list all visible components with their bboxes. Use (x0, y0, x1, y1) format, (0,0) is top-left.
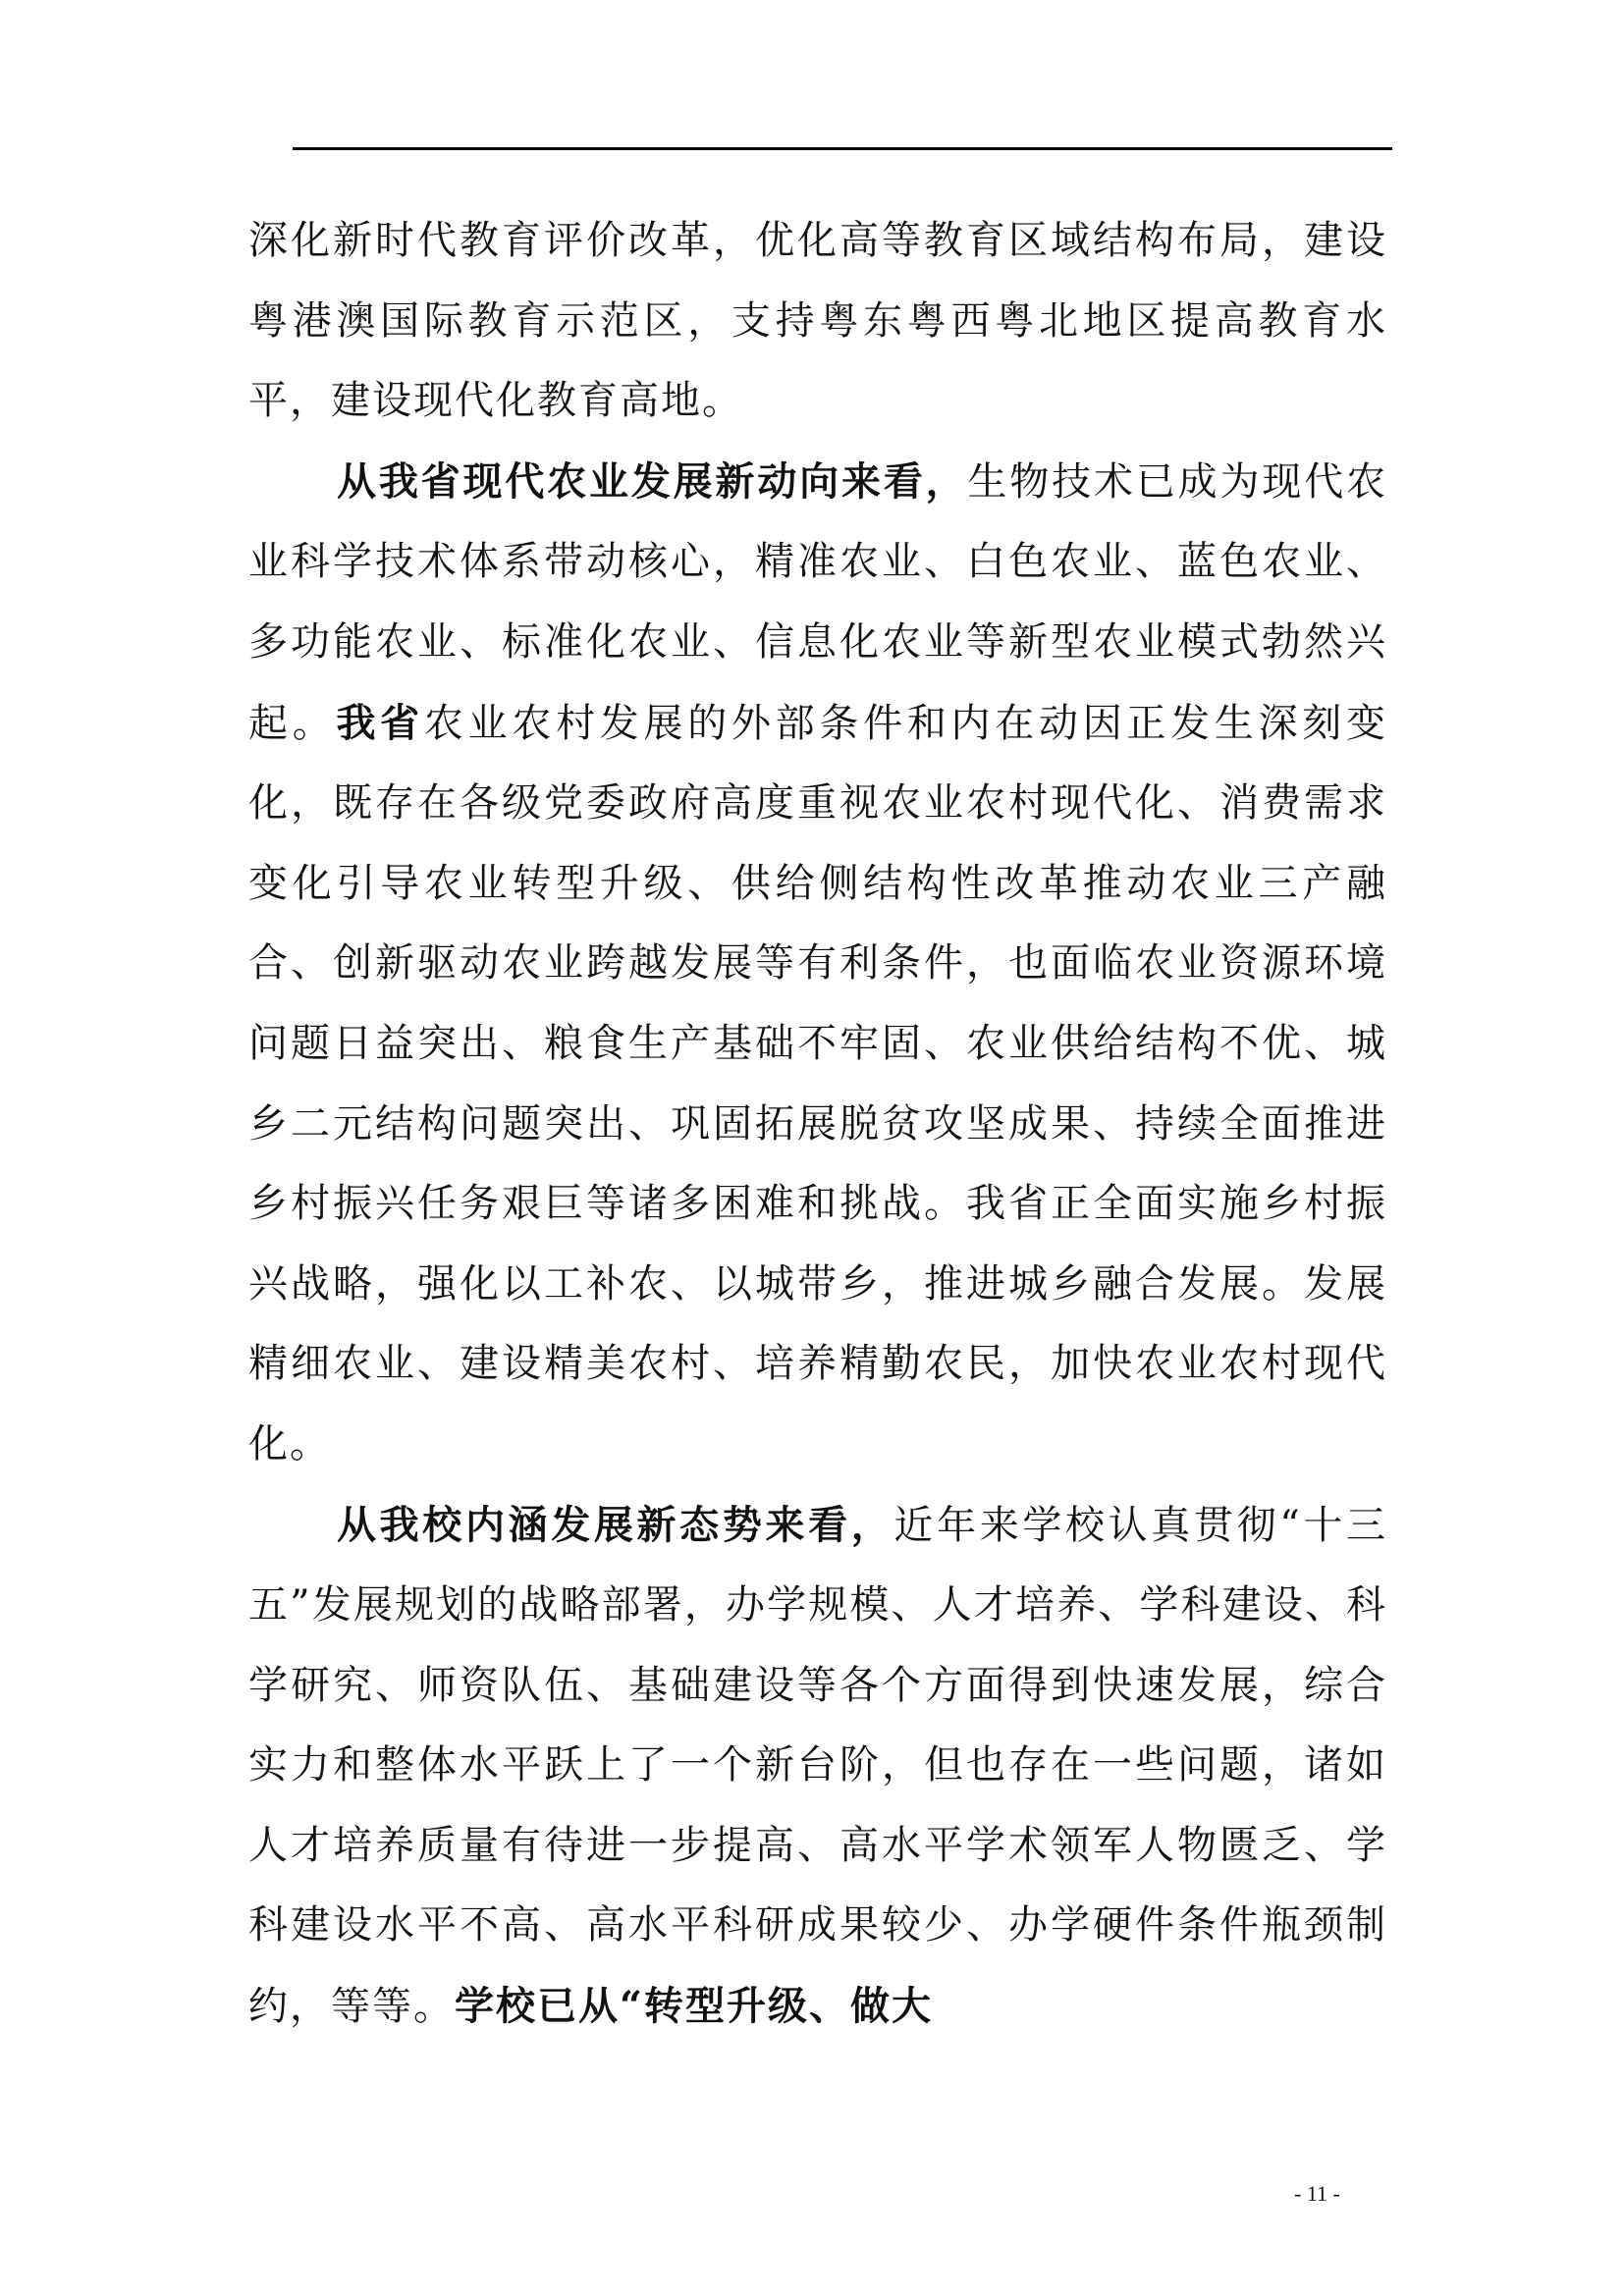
paragraph-education (248, 201, 1387, 442)
paragraph-school (248, 1485, 1387, 2048)
body-text (248, 201, 1387, 2048)
section-lead-agriculture: 从我省现代农业发展新动向来看， (337, 457, 968, 505)
section-lead-school: 从我校内涵发展新态势来看， (337, 1501, 894, 1548)
paragraph-text: 近年来学校认真贯彻“十三五”发展规划的战略部署，办学规模、人才培养、学科建设、科学研究、师资队伍、基础建设等各个方面得到快速发展，综合实力和整体水平跃上了一个新台阶，但也存在一些问题，诸如人才培养质量有待进一步提高、高水平学术领军人物匮乏、学科建设水平不高、高水平科研成果较少、办学硬件条件瓶颈制约，等等。 (248, 1502, 1387, 2030)
paragraph-text: 深化新时代教育评价改革，优化高等教育区域结构布局，建设粤港澳国际教育示范区，支持粤东粤西粤北地区提高教育水平，建设现代化教育高地。 (248, 218, 1387, 424)
paragraph-text: 生物技术已成为现代农业科学技术体系带动核心，精准农业、白色农业、蓝色农业、多功能农业、标准化农业、信息化农业等新型农业模式勃然兴起。 (248, 458, 1387, 746)
paragraph-text: 农业农村发展的外部条件和内在动因正发生深刻变化，既存在各级党委政府高度重视农业农村现代化、消费需求变化引导农业转型升级、供给侧结构性改革推动农业三产融合、创新驱动农业跨越发展等有利条件，也面临农业资源环境问题日益突出、粮食生产基础不牢固、农业供给结构不优、城乡二元结构问题突出、巩固拓展脱贫攻坚成果、持续全面推进乡村振兴任务艰巨等诸多困难和挑战。我省正全面实施乡村振兴战略，强化以工补农、以城带乡，推进城乡融合发展。发展精细农业、建设精美农村、培养精勤农民，加快农业农村现代化。 (248, 700, 1388, 1467)
header-rule (293, 147, 1392, 150)
emphasis-text: 我省 (336, 699, 424, 746)
page-number: - 11 - (1294, 2181, 1340, 2206)
paragraph-agriculture (248, 442, 1387, 1485)
emphasis-text: 学校已从“转型升级、做大 (455, 1983, 934, 2030)
